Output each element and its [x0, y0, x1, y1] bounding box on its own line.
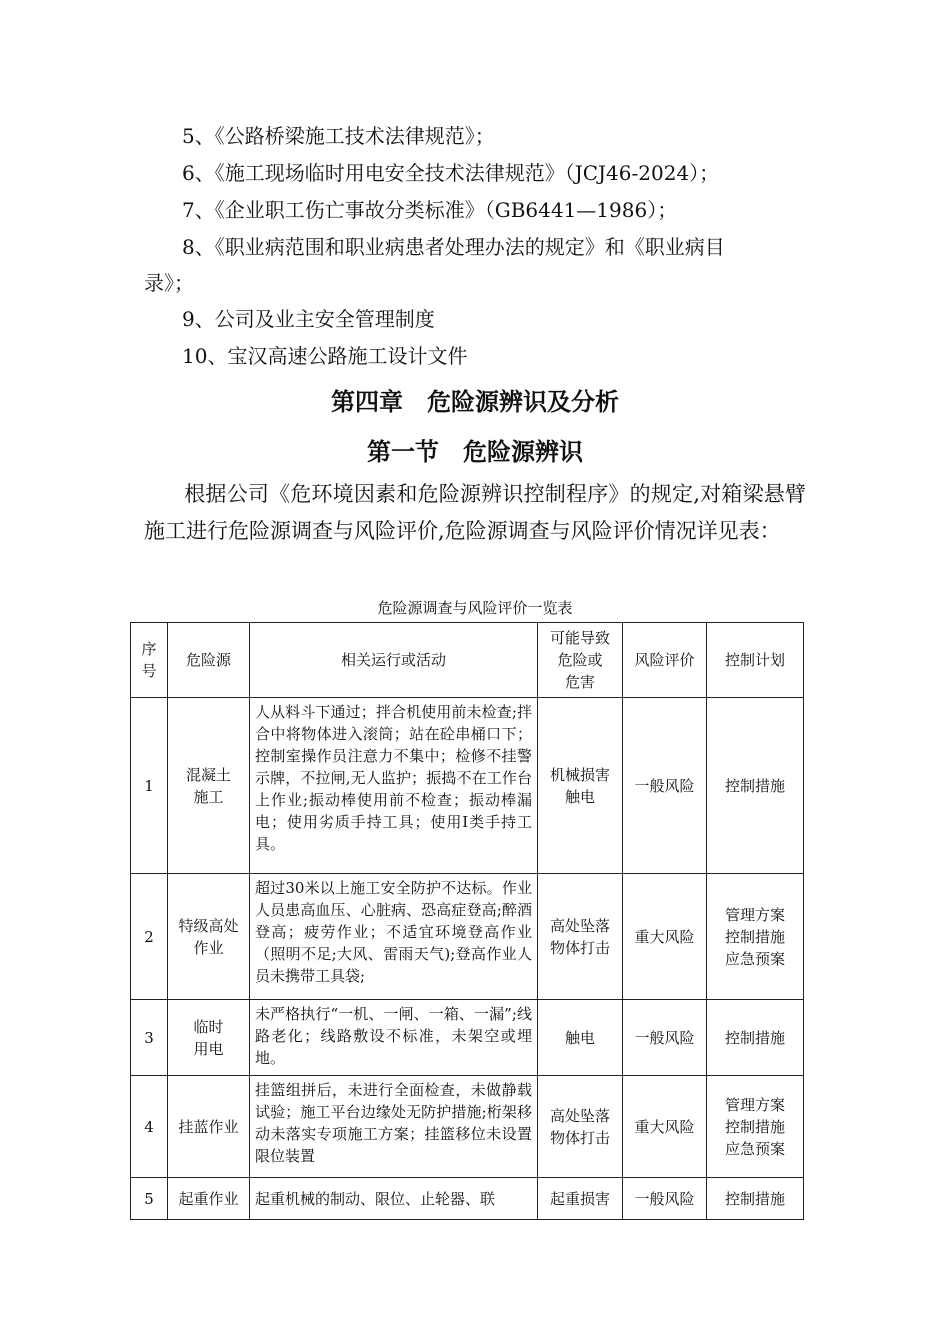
cell-harm: 起重损害 [538, 1178, 623, 1220]
cell-activity: 挂篮组拼后，未进行全面检查，未做静载试验；施工平台边缘处无防护措施;桁架移动未落实专项施工方案；挂篮移位未设置限位装置 [250, 1076, 538, 1178]
cell-no: 5 [131, 1178, 168, 1220]
cell-plan: 控制措施 [707, 1000, 804, 1076]
table-row [131, 698, 804, 874]
reference-item-continued: 录》； [144, 271, 194, 295]
cell-no: 2 [131, 874, 168, 1000]
table-row [131, 1178, 804, 1220]
cell-risk: 重大风险 [623, 874, 707, 1000]
header-activity: 相关运行或活动 [250, 623, 538, 698]
reference-item: 5、《公路桥梁施工技术法律规范》； [182, 124, 495, 148]
cell-harm: 机械损害 触电 [538, 698, 623, 874]
table-caption: 危险源调查与风险评价一览表 [377, 599, 573, 617]
cell-activity: 未严格执行“一机、一闸、一箱、一漏”;线路老化；线路敷设不标准，未架空或埋地。 [250, 1000, 538, 1076]
header-no: 序 号 [131, 623, 168, 698]
cell-plan: 控制措施 [707, 698, 804, 874]
header-plan: 控制计划 [707, 623, 804, 698]
cell-activity: 人从料斗下通过；拌合机使用前未检查;拌合中将物体进入滚筒；站在砼串桶口下；控制室操作员注意力不集中；检修不挂警示牌，不拉闸,无人监护；振捣不在工作台上作业;振动棒使用前不检查；振动棒漏电；使用劣质手持工具；使用Ⅰ类手持工具。 [250, 698, 538, 874]
cell-hazard: 临时 用电 [168, 1000, 250, 1076]
cell-no: 3 [131, 1000, 168, 1076]
chapter-title: 第四章 危险源辨识及分析 [331, 388, 619, 416]
cell-hazard: 混凝土 施工 [168, 698, 250, 874]
reference-item: 6、《施工现场临时用电安全技术法律规范》（JCJ46-2024）； [182, 161, 720, 185]
hazard-table [130, 622, 804, 1220]
cell-activity: 起重机械的制动、限位、止轮器、联 [250, 1178, 538, 1220]
reference-item: 7、《企业职工伤亡事故分类标准》（GB6441—1986）； [182, 198, 678, 222]
header-hazard: 危险源 [168, 623, 250, 698]
cell-plan: 管理方案 控制措施 应急预案 [707, 874, 804, 1000]
reference-item: 9、公司及业主安全管理制度 [182, 307, 435, 331]
cell-harm: 高处坠落 物体打击 [538, 1076, 623, 1178]
cell-harm: 触电 [538, 1000, 623, 1076]
table-row [131, 874, 804, 1000]
cell-hazard: 特级高处 作业 [168, 874, 250, 1000]
cell-hazard: 挂蓝作业 [168, 1076, 250, 1178]
cell-plan: 控制措施 [707, 1178, 804, 1220]
cell-risk: 重大风险 [623, 1076, 707, 1178]
cell-no: 1 [131, 698, 168, 874]
intro-paragraph [144, 476, 806, 550]
section-title: 第一节 危险源辨识 [367, 438, 583, 466]
cell-no: 4 [131, 1076, 168, 1178]
reference-item: 8、《职业病范围和职业病患者处理办法的规定》和《职业病目 [182, 235, 725, 259]
cell-risk: 一般风险 [623, 698, 707, 874]
header-risk: 风险评价 [623, 623, 707, 698]
cell-hazard: 起重作业 [168, 1178, 250, 1220]
table-row [131, 1000, 804, 1076]
cell-harm: 高处坠落 物体打击 [538, 874, 623, 1000]
intro-text: 根据公司《危环境因素和危险源辨识控制程序》的规定,对箱梁悬臂施工进行危险源调查与风险评价,危险源调查与风险评价情况详见表： [144, 482, 806, 543]
cell-risk: 一般风险 [623, 1000, 707, 1076]
table-header-row [131, 623, 804, 698]
cell-risk: 一般风险 [623, 1178, 707, 1220]
cell-plan: 管理方案 控制措施 应急预案 [707, 1076, 804, 1178]
header-harm: 可能导致 危险或 危害 [538, 623, 623, 698]
cell-activity: 超过30米以上施工安全防护不达标。作业人员患高血压、心脏病、恐高症登高;醉酒登高；疲劳作业；不适宜环境登高作业（照明不足;大风、雷雨天气);登高作业人员未携带工具袋; [250, 874, 538, 1000]
table-row [131, 1076, 804, 1178]
reference-item: 10、宝汉高速公路施工设计文件 [182, 344, 468, 368]
